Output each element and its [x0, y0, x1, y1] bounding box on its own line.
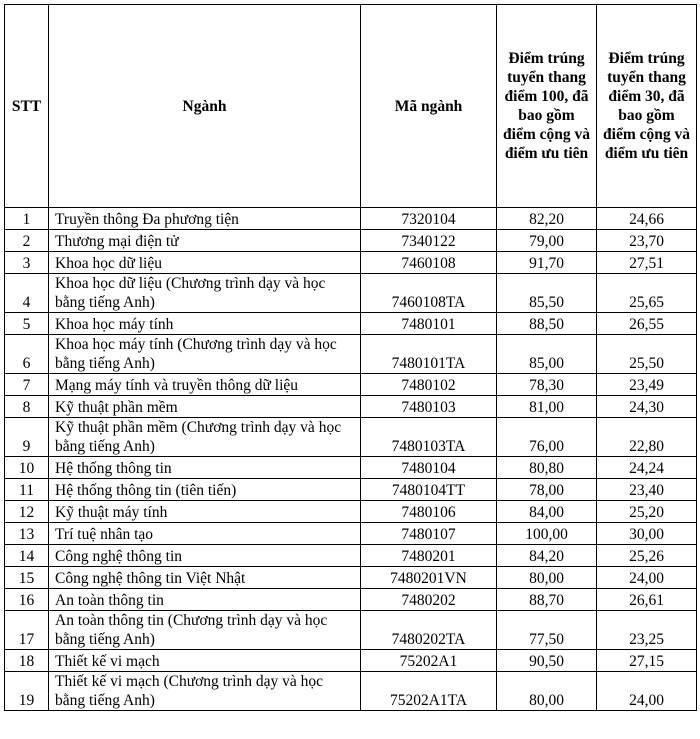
header-diem-100: Điểm trúng tuyển thang điểm 100, đã bao gồm điểm cộng và điểm ưu tiên [497, 5, 597, 208]
table-row [5, 567, 697, 589]
row-stt: 6 [5, 335, 49, 374]
table-row [5, 650, 697, 672]
table-row [5, 335, 697, 374]
row-diem-100: 90,50 [497, 650, 597, 672]
row-diem-30: 24,24 [597, 457, 697, 479]
row-ma-nganh: 7460108 [361, 252, 497, 274]
row-diem-100: 78,30 [497, 374, 597, 396]
row-diem-30: 26,55 [597, 313, 697, 335]
table-row [5, 501, 697, 523]
table-header-row [5, 5, 697, 208]
row-stt: 18 [5, 650, 49, 672]
row-diem-30: 23,40 [597, 479, 697, 501]
row-diem-30: 25,65 [597, 274, 697, 313]
row-nganh: Mạng máy tính và truyền thông dữ liệu [49, 374, 361, 396]
row-nganh: Thiết kế vi mạch (Chương trình dạy và học bằng tiếng Anh) [49, 672, 361, 711]
row-stt: 19 [5, 672, 49, 711]
table-row [5, 374, 697, 396]
row-nganh: Khoa học máy tính (Chương trình dạy và học bằng tiếng Anh) [49, 335, 361, 374]
row-diem-100: 84,20 [497, 545, 597, 567]
row-ma-nganh: 7480202TA [361, 611, 497, 650]
row-ma-nganh: 7480103TA [361, 418, 497, 457]
row-diem-30: 27,15 [597, 650, 697, 672]
row-nganh: Thương mại điện tử [49, 230, 361, 252]
row-diem-100: 85,00 [497, 335, 597, 374]
row-diem-100: 88,50 [497, 313, 597, 335]
table-row [5, 208, 697, 230]
table-row [5, 457, 697, 479]
row-diem-30: 22,80 [597, 418, 697, 457]
row-ma-nganh: 7480107 [361, 523, 497, 545]
row-nganh: Hệ thống thông tin (tiên tiến) [49, 479, 361, 501]
row-stt: 4 [5, 274, 49, 313]
row-nganh: Khoa học dữ liệu (Chương trình dạy và học bằng tiếng Anh) [49, 274, 361, 313]
row-diem-30: 30,00 [597, 523, 697, 545]
row-ma-nganh: 7480106 [361, 501, 497, 523]
table-body [5, 208, 697, 711]
row-ma-nganh: 7480103 [361, 396, 497, 418]
row-nganh: An toàn thông tin (Chương trình dạy và học bằng tiếng Anh) [49, 611, 361, 650]
row-diem-100: 81,00 [497, 396, 597, 418]
row-stt: 1 [5, 208, 49, 230]
row-stt: 11 [5, 479, 49, 501]
row-diem-30: 23,25 [597, 611, 697, 650]
row-ma-nganh: 7480104 [361, 457, 497, 479]
row-ma-nganh: 7480101TA [361, 335, 497, 374]
row-nganh: Kỹ thuật máy tính [49, 501, 361, 523]
row-ma-nganh: 7320104 [361, 208, 497, 230]
table-row [5, 252, 697, 274]
row-nganh: Kỹ thuật phần mềm (Chương trình dạy và học bằng tiếng Anh) [49, 418, 361, 457]
row-ma-nganh: 7480201 [361, 545, 497, 567]
row-diem-100: 78,00 [497, 479, 597, 501]
row-ma-nganh: 7460108TA [361, 274, 497, 313]
row-diem-100: 76,00 [497, 418, 597, 457]
row-diem-100: 80,00 [497, 567, 597, 589]
row-nganh: An toàn thông tin [49, 589, 361, 611]
row-ma-nganh: 7480202 [361, 589, 497, 611]
row-stt: 9 [5, 418, 49, 457]
row-stt: 13 [5, 523, 49, 545]
row-nganh: Hệ thống thông tin [49, 457, 361, 479]
row-diem-100: 100,00 [497, 523, 597, 545]
row-ma-nganh: 7340122 [361, 230, 497, 252]
table-row [5, 545, 697, 567]
table-row [5, 230, 697, 252]
row-diem-100: 88,70 [497, 589, 597, 611]
table-row [5, 672, 697, 711]
row-diem-30: 25,26 [597, 545, 697, 567]
row-stt: 5 [5, 313, 49, 335]
row-stt: 15 [5, 567, 49, 589]
table-row [5, 313, 697, 335]
row-diem-30: 25,20 [597, 501, 697, 523]
header-nganh: Ngành [49, 5, 361, 208]
row-nganh: Công nghệ thông tin [49, 545, 361, 567]
row-stt: 2 [5, 230, 49, 252]
row-stt: 12 [5, 501, 49, 523]
row-nganh: Truyền thông Đa phương tiện [49, 208, 361, 230]
row-diem-30: 24,66 [597, 208, 697, 230]
row-nganh: Khoa học dữ liệu [49, 252, 361, 274]
row-diem-100: 82,20 [497, 208, 597, 230]
row-diem-100: 84,00 [497, 501, 597, 523]
header-diem-30: Điểm trúng tuyển thang điểm 30, đã bao gồm điểm cộng và điểm ưu tiên [597, 5, 697, 208]
row-ma-nganh: 7480102 [361, 374, 497, 396]
table-row [5, 523, 697, 545]
table-row [5, 274, 697, 313]
row-diem-100: 77,50 [497, 611, 597, 650]
row-stt: 16 [5, 589, 49, 611]
row-stt: 7 [5, 374, 49, 396]
header-ma-nganh: Mã ngành [361, 5, 497, 208]
row-diem-100: 79,00 [497, 230, 597, 252]
row-diem-100: 91,70 [497, 252, 597, 274]
row-diem-100: 80,00 [497, 672, 597, 711]
row-ma-nganh: 7480201VN [361, 567, 497, 589]
row-nganh: Kỹ thuật phần mềm [49, 396, 361, 418]
admission-score-table [4, 4, 697, 711]
row-nganh: Công nghệ thông tin Việt Nhật [49, 567, 361, 589]
row-ma-nganh: 75202A1 [361, 650, 497, 672]
table-row [5, 396, 697, 418]
row-stt: 3 [5, 252, 49, 274]
row-diem-30: 27,51 [597, 252, 697, 274]
row-diem-30: 24,00 [597, 672, 697, 711]
row-stt: 17 [5, 611, 49, 650]
table-row [5, 589, 697, 611]
row-diem-100: 80,80 [497, 457, 597, 479]
table-row [5, 611, 697, 650]
table-row [5, 418, 697, 457]
row-nganh: Thiết kế vi mạch [49, 650, 361, 672]
row-ma-nganh: 75202A1TA [361, 672, 497, 711]
row-ma-nganh: 7480101 [361, 313, 497, 335]
header-stt: STT [5, 5, 49, 208]
row-nganh: Khoa học máy tính [49, 313, 361, 335]
row-stt: 10 [5, 457, 49, 479]
row-diem-30: 24,30 [597, 396, 697, 418]
row-diem-30: 26,61 [597, 589, 697, 611]
row-diem-30: 24,00 [597, 567, 697, 589]
row-ma-nganh: 7480104TT [361, 479, 497, 501]
table-row [5, 479, 697, 501]
row-diem-30: 25,50 [597, 335, 697, 374]
row-diem-30: 23,70 [597, 230, 697, 252]
row-diem-100: 85,50 [497, 274, 597, 313]
row-diem-30: 23,49 [597, 374, 697, 396]
row-stt: 8 [5, 396, 49, 418]
row-stt: 14 [5, 545, 49, 567]
row-nganh: Trí tuệ nhân tạo [49, 523, 361, 545]
